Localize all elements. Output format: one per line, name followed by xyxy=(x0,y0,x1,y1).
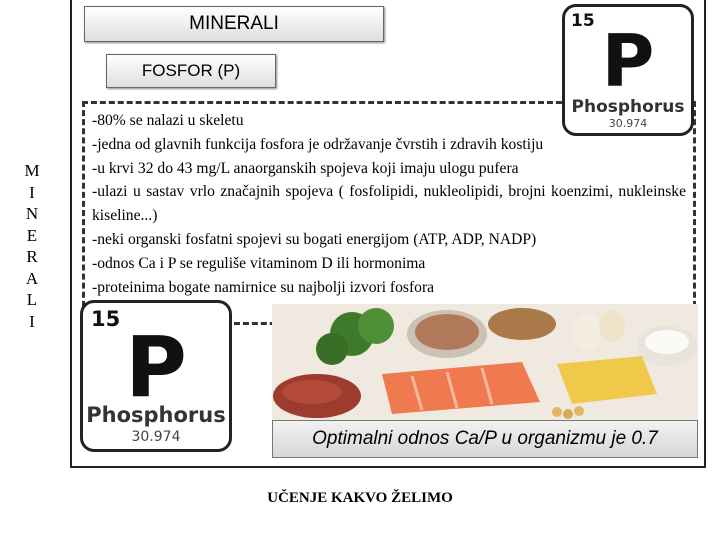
atomic-mass: 30.974 xyxy=(131,429,181,445)
side-letter: N xyxy=(25,204,39,223)
phosphorus-element-tile-small xyxy=(562,4,694,136)
element-name: Phosphorus xyxy=(86,403,226,427)
list-item: -odnos Ca i P se reguliše vitaminom D ili hormonima xyxy=(92,254,426,272)
element-symbol: P xyxy=(125,318,187,416)
phosphorus-element-tile-large xyxy=(80,300,232,452)
list-item: -jedna od glavnih funkcija fosfora je održavanje čvrstih i zdravih kostiju xyxy=(92,135,544,153)
list-item: -proteinima bogate namirnice su najbolji izvori fosfora xyxy=(92,278,435,296)
slide-subtitle: FOSFOR (P) xyxy=(106,54,276,88)
atomic-mass: 30.974 xyxy=(608,117,648,130)
side-letter: L xyxy=(26,290,38,309)
bullet-list xyxy=(92,109,686,299)
list-item: -neki organski fosfatni spojevi su bogati energijom (ATP, ADP, NADP) xyxy=(92,230,537,248)
side-letter: I xyxy=(29,311,35,331)
side-letter: R xyxy=(26,247,38,266)
side-vertical-word xyxy=(22,160,42,332)
atomic-number: 15 xyxy=(91,307,121,331)
list-item: -80% se nalazi u skeletu xyxy=(92,112,244,129)
protein-foods-image xyxy=(272,304,698,420)
footer-text: UČENJE KAKVO ŽELIMO xyxy=(267,490,453,506)
atomic-number: 15 xyxy=(571,11,595,31)
side-letter: I xyxy=(29,182,35,202)
side-letter: A xyxy=(25,268,39,288)
element-name: Phosphorus xyxy=(571,97,685,117)
slide-title: MINERALI xyxy=(84,6,384,42)
list-item: -ulazi u sastav vrlo značajnih spojeva ( fosfolipidi, nukleolipidi, brojni koenzimi, nukleinske kiseline...) xyxy=(92,183,686,225)
element-symbol: P xyxy=(601,19,655,103)
ratio-caption: Optimalni odnos Ca/P u organizmu je 0.7 xyxy=(272,420,698,458)
side-letter: E xyxy=(26,225,38,245)
list-item: -u krvi 32 do 43 mg/L anaorganskih spojeva koji imaju ulogu pufera xyxy=(92,159,519,177)
side-letter: M xyxy=(24,161,40,180)
